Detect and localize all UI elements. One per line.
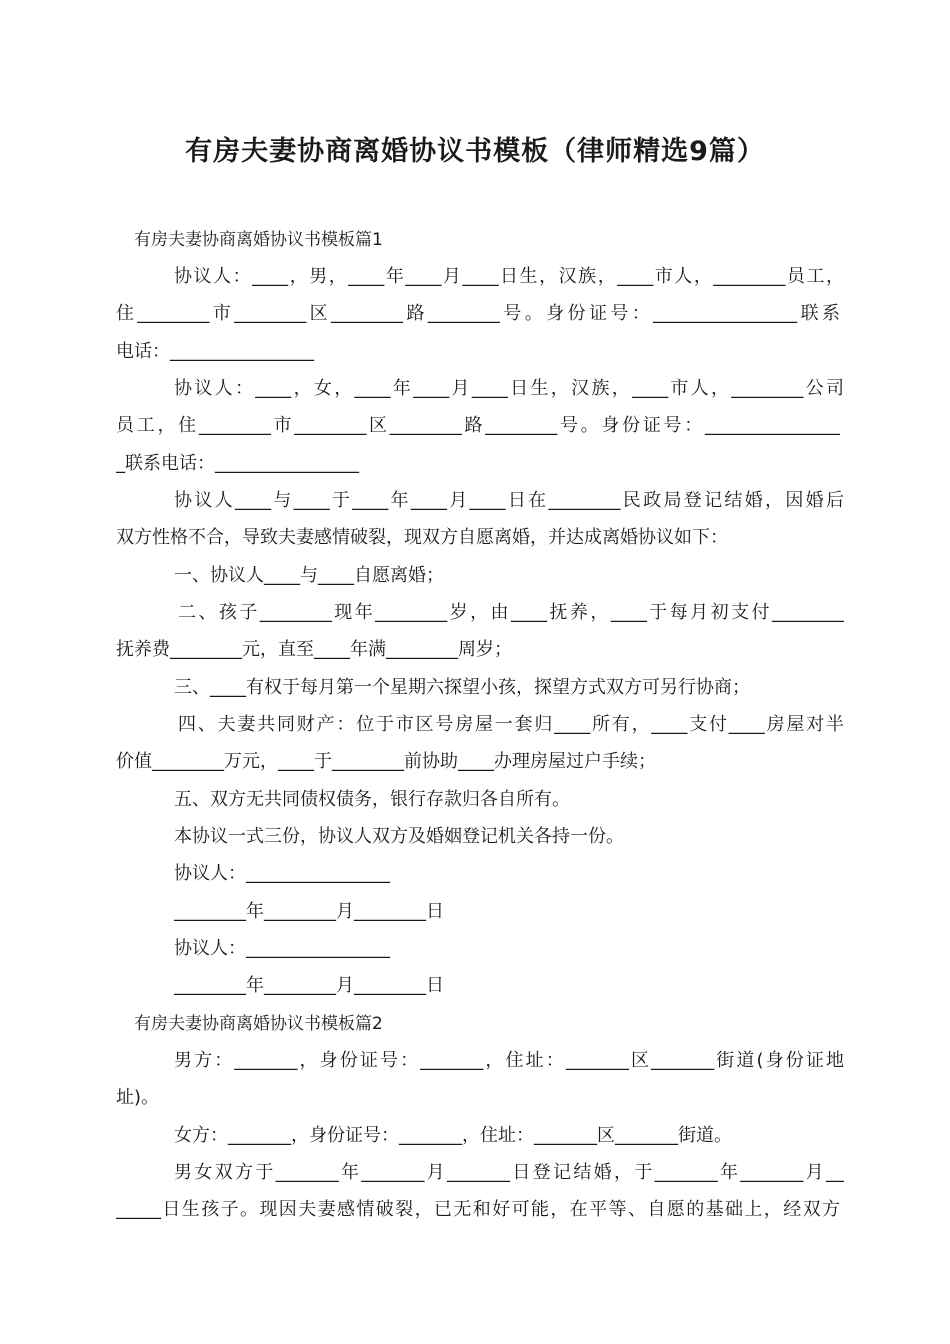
clause-4-line-2: 价值________万元，____于________前协助____办理房屋过户手续； [116, 751, 656, 772]
copies-statement: 本协议一式三份，协议人双方及婚姻登记机关各持一份。 [174, 826, 624, 847]
party-2-line-3: _联系电话：________________ [116, 453, 359, 474]
party-1-line-2: 住________市________区________路________号。身份证号：________________联系 [116, 303, 840, 324]
party-1-line-3: 电话：________________ [116, 341, 314, 362]
party-2-line-1: 协议人：____，女，____年____月____日生，汉族，____市人，________公司 [174, 378, 844, 399]
document-title: 有房夫妻协商离婚协议书模板（律师精选9篇） [185, 136, 765, 167]
clause-2-line-2: 抚养费________元，直至____年满________周岁； [116, 639, 512, 660]
section-heading-1: 有房夫妻协商离婚协议书模板篇1 [134, 230, 383, 250]
male-party-line-1: 男方：_______，身份证号：_______，住址：_______区_______街道(身份证地 [174, 1050, 844, 1071]
marriage-paragraph-line-2: 双方性格不合，导致夫妻感情破裂，现双方自愿离婚，并达成离婚协议如下： [116, 527, 728, 548]
signature-2: 协议人：________________ [174, 938, 390, 959]
party-2-line-2: 员工，住________市________区________路________号。身份证号：_______________ [116, 415, 840, 436]
party-1-line-1: 协议人：____，男，____年____月____日生，汉族，____市人，________员工， [174, 266, 844, 287]
marriage-paragraph-line-1: 协议人____与____于____年____月____日在________民政局登记结婚，因婚后 [174, 490, 844, 511]
clause-3: 三、____有权于每月第一个星期六探望小孩，探望方式双方可另行协商； [174, 677, 750, 698]
clause-2-line-1: 二、孩子________现年________岁，由____抚养，____于每月初支付________ [178, 602, 844, 623]
female-party-line: 女方：_______，身份证号：_______，住址：_______区_______街道。 [174, 1125, 732, 1146]
signature-1: 协议人：________________ [174, 863, 390, 884]
date-2: ________年________月________日 [174, 975, 444, 996]
section-heading-2: 有房夫妻协商离婚协议书模板篇2 [134, 1014, 383, 1034]
clause-5: 五、双方无共同债权债务，银行存款归各自所有。 [174, 789, 570, 810]
date-1: ________年________月________日 [174, 901, 444, 922]
marriage-info-line-1: 男女双方于_______年_______月_______日登记结婚，于_______年_______月__ [174, 1162, 844, 1183]
clause-4-line-1: 四、夫妻共同财产：位于市区号房屋一套归____所有，____支付____房屋对半 [178, 714, 844, 735]
clause-1: 一、协议人____与____自愿离婚； [174, 565, 444, 586]
marriage-info-line-2: _____日生孩子。现因夫妻感情破裂，已无和好可能，在平等、自愿的基础上，经双方 [116, 1199, 840, 1220]
male-party-line-2: 址)。 [116, 1087, 160, 1108]
